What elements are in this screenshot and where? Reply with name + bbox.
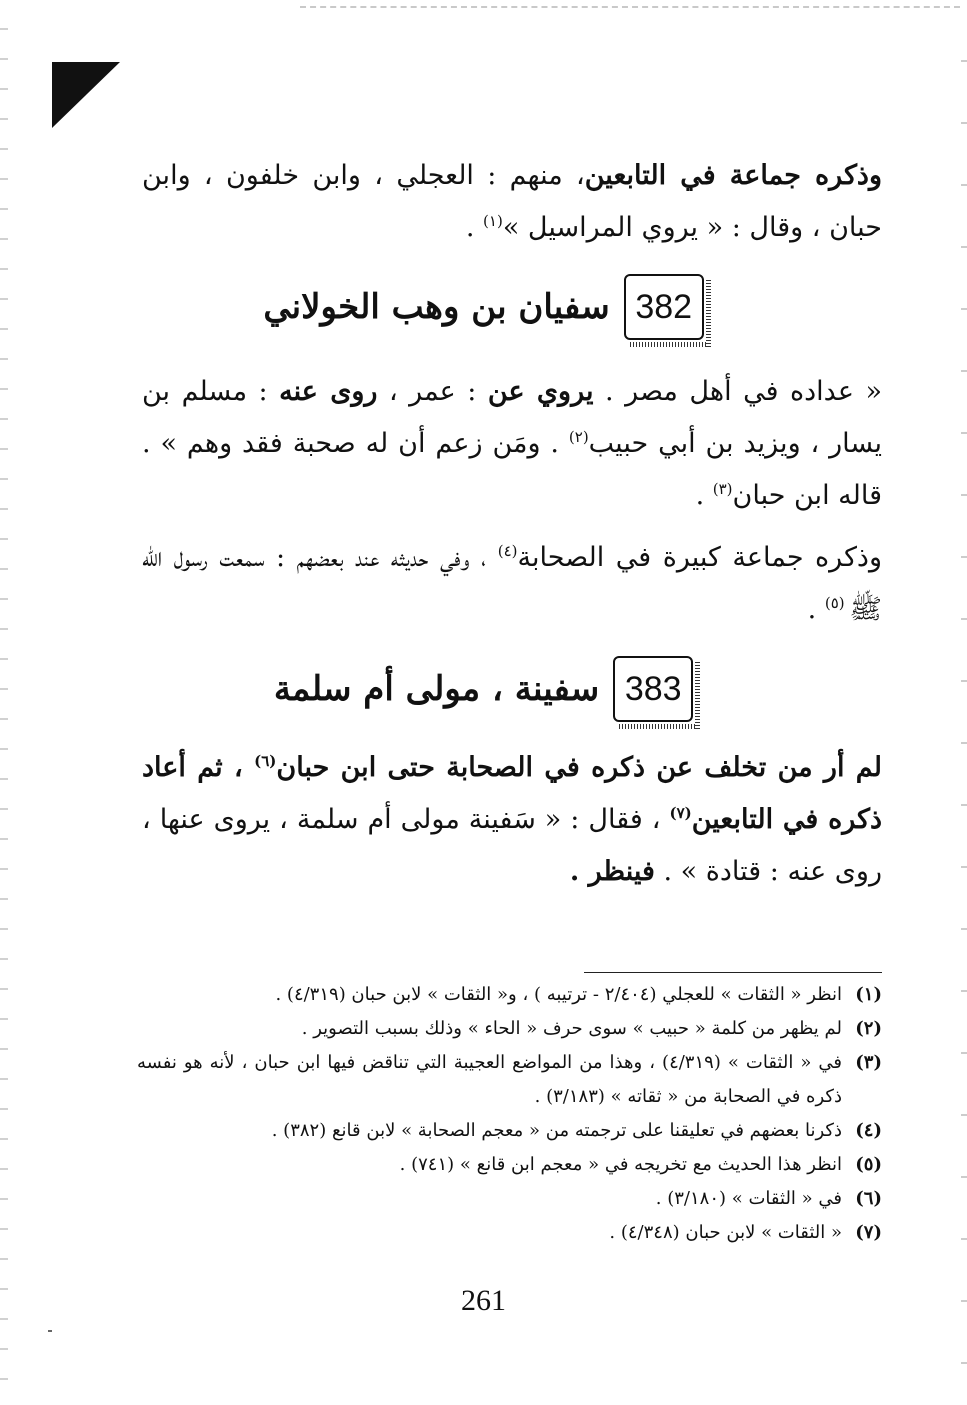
footnotes-list (137, 978, 882, 1250)
entry-text: « عداده في أهل مصر . (593, 376, 882, 407)
entry-382-paragraph-2 (142, 532, 882, 636)
footnote-number: (١) (855, 984, 882, 1005)
intro-paragraph (142, 150, 882, 254)
footnote-text: لم يظهر من كلمة « حبيب » سوى حرف « الحاء » وذلك بسبب التصوير . (301, 1018, 842, 1039)
footnote-text: « الثقات » لابن حبان (٤/٣٤٨) . (609, 1222, 842, 1243)
intro-bold-phrase: وذكره جماعة في التابعين (584, 160, 882, 191)
footnote-item (137, 1182, 882, 1216)
scan-artifact-mark (48, 1330, 52, 1332)
entry-text: ، ثم أعاد ذكره في التابعين (142, 752, 882, 835)
footnote-item (137, 1012, 882, 1046)
entry-text: . ومَن زعم أن له صحبة فقد وهم » . قاله ابن حبان (142, 428, 882, 511)
footnote-item (137, 1114, 882, 1148)
footnote-ref-6[interactable]: (٦) (254, 752, 277, 770)
entry-title: سفيان بن وهب الخولاني (263, 287, 610, 327)
entry-text: : مسلم بن يسار ، ويزيد بن أبي حبيب (142, 376, 882, 459)
entry-text: . (807, 594, 825, 625)
footnote-ref-5[interactable]: (٥) (824, 594, 850, 612)
footnote-text: ذكرنا بعضهم في تعليقنا على ترجمته من « معجم الصحابة » لابن قانع (٣٨٢) . (271, 1120, 842, 1141)
footnote-ref-1[interactable]: (١) (483, 212, 503, 230)
entry-bold-verdict: فينظر . (569, 856, 655, 887)
entry-text: ، وفي حديثه عند بعضهم : سمعت رسول الله ﷺ (142, 542, 882, 625)
entry-383-paragraph (142, 742, 882, 898)
entry-number-box: 382 (624, 274, 704, 340)
entry-bold-label: روى عنه (279, 376, 378, 407)
entry-title: سفينة ، مولى أم سلمة (273, 669, 600, 709)
footnote-number: (٥) (855, 1154, 882, 1175)
entry-383-heading (0, 656, 967, 722)
footnote-ref-4[interactable]: (٤) (497, 542, 518, 560)
footnote-number: (٤) (855, 1120, 882, 1141)
entry-text: لم أر من تخلف عن ذكره في الصحابة حتى ابن حبان (276, 752, 883, 783)
footnote-item (137, 1216, 882, 1250)
intro-text-end: . (465, 212, 484, 243)
entry-text: : عمر ، (377, 376, 488, 407)
corner-triangle-mark (52, 62, 120, 128)
footnote-number: (٦) (855, 1188, 882, 1209)
entry-text: وذكره جماعة كبيرة في الصحابة (517, 542, 882, 573)
intro-text-quote: وقال : « يروي المراسيل » (502, 212, 804, 243)
footnote-item (137, 1148, 882, 1182)
footnote-text: في « الثقات » (٣/١٨٠) . (655, 1188, 842, 1209)
scan-artifact-top (300, 6, 960, 8)
footnote-number: (٢) (855, 1018, 882, 1039)
footnote-item (137, 978, 882, 1012)
footnote-text: في « الثقات » (٤/٣١٩) ، وهذا من المواضع العجيبة التي تناقض فيها ابن حبان ، لأنه هو نفسه ذكره في الصحابة من « ثقاته » (٣/١٨٣) . (137, 1052, 842, 1107)
footnote-separator (584, 972, 882, 973)
entry-text: . (695, 480, 713, 511)
entry-bold-label: يروي عن (487, 376, 594, 407)
footnote-text: انظر « الثقات » للعجلي (٢/٤٠٤ - ترتيبه ) ، و« الثقات » لابن حبان (٤/٣١٩) . (275, 984, 842, 1005)
entry-text: ، فقال : « سَفينة مولى أم سلمة ، يروى عنها ، روى عنه : قتادة » . (142, 804, 882, 887)
footnote-number: (٣) (855, 1052, 882, 1073)
footnote-item (137, 1046, 882, 1114)
page-number: 261 (461, 1284, 506, 1317)
footnote-ref-7[interactable]: (٧) (669, 804, 692, 822)
footnote-text: انظر هذا الحديث مع تخريجه في « معجم ابن قانع » (٧٤١) . (399, 1154, 842, 1175)
footnote-number: (٧) (855, 1222, 882, 1243)
entry-number-box: 383 (613, 656, 693, 722)
entry-382-paragraph-1 (142, 366, 882, 522)
intro-text: ، منهم : العجلي ، وابن خلفون ، وابن حبان ، (142, 160, 882, 243)
entry-382-heading (0, 274, 967, 340)
footnote-ref-3[interactable]: (٣) (712, 480, 733, 498)
footnote-ref-2[interactable]: (٢) (568, 428, 589, 446)
